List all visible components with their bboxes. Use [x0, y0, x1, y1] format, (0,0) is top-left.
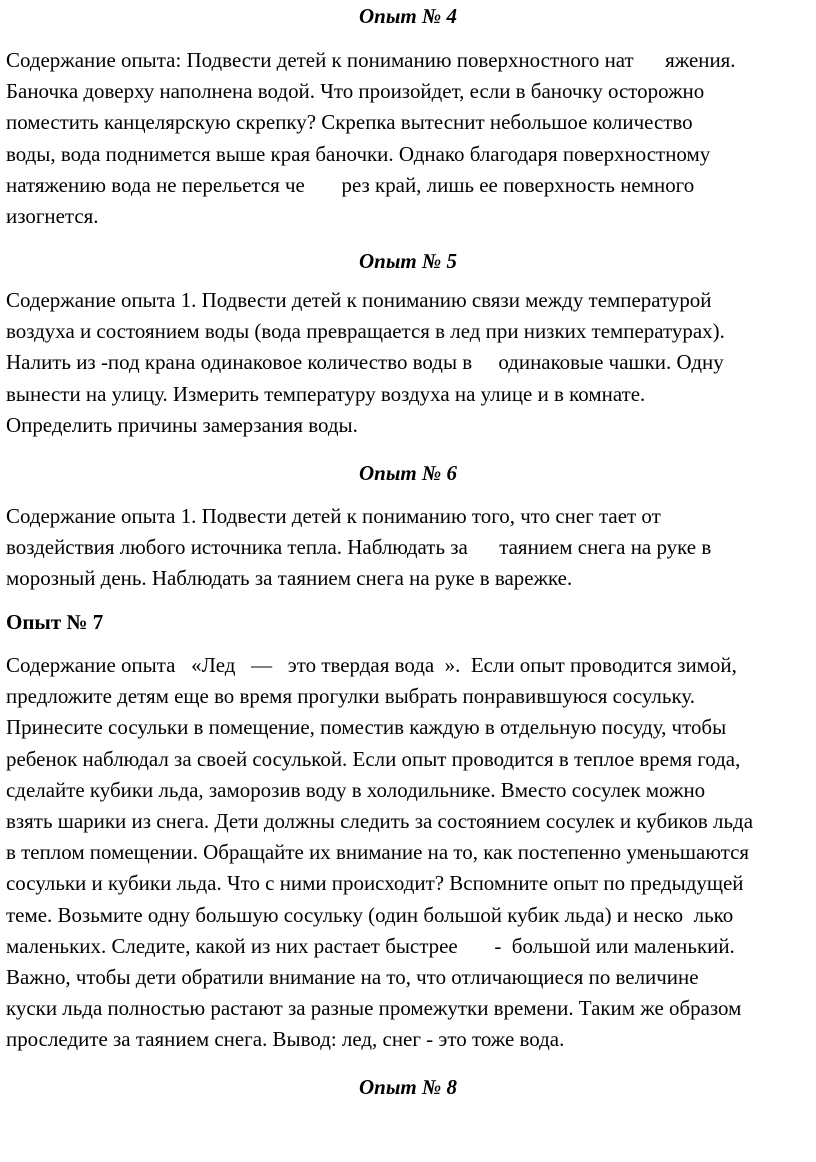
- heading-experiment-7: Опыт № 7: [6, 610, 104, 634]
- text-line: вынести на улицу. Измерить температуру воздуха на улице и в комнате.: [6, 381, 646, 406]
- text-line: теме. Возьмите одну большую сосульку (один большой кубик льда) и неско лько: [6, 902, 734, 927]
- text-line: сосульки и кубики льда. Что с ними происходит? Вспомните опыт по предыдущей: [6, 871, 744, 896]
- text-line: Содержание опыта 1. Подвести детей к пониманию связи между температурой: [6, 288, 712, 312]
- paragraph-experiment-4: [6, 45, 816, 232]
- text-line: маленьких. Следите, какой из них растает быстрее - большой или маленький.: [6, 933, 735, 958]
- text-line: сделайте кубики льда, заморозив воду в холодильнике. Вместо сосулек можно: [6, 777, 706, 802]
- paragraph-experiment-5: [6, 285, 816, 441]
- heading-experiment-5: Опыт № 5: [359, 249, 457, 273]
- heading-experiment-8: Опыт № 8: [359, 1075, 457, 1099]
- text-line: морозный день. Наблюдать за таянием снега на руке в варежке.: [6, 566, 573, 591]
- heading-experiment-4: Опыт № 4: [359, 4, 457, 28]
- text-line: воздуха и состоянием воды (вода превращается в лед при низких температурах).: [6, 319, 725, 344]
- text-line: воды, вода поднимется выше края баночки. Однако благодаря поверхностному: [6, 141, 711, 166]
- text-line: Содержание опыта «Лед — это твердая вода ». Если опыт проводится зимой,: [6, 653, 737, 677]
- text-line: Определить причины замерзания воды.: [6, 412, 358, 437]
- text-line: проследите за таянием снега. Вывод: лед, снег - это тоже вода.: [6, 1027, 565, 1052]
- text-line: куски льда полностью растают за разные промежутки времени. Таким же образом: [6, 996, 742, 1021]
- text-line: Принесите сосульки в помещение, поместив каждую в отдельную посуду, чтобы: [6, 715, 727, 740]
- text-line: Содержание опыта 1. Подвести детей к пониманию того, что снег тает от: [6, 504, 661, 528]
- text-line: Содержание опыта: Подвести детей к пониманию поверхностного нат яжения.: [6, 48, 736, 72]
- paragraph-experiment-6: [6, 501, 816, 595]
- heading-experiment-6: Опыт № 6: [359, 461, 457, 485]
- text-line: в теплом помещении. Обращайте их внимание на то, как постепенно уменьшаются: [6, 840, 750, 865]
- text-line: Баночка доверху наполнена водой. Что произойдет, если в баночку осторожно: [6, 79, 705, 104]
- text-line: предложите детям еще во время прогулки выбрать понравившуюся сосульку.: [6, 684, 695, 709]
- text-line: изогнется.: [6, 203, 99, 228]
- paragraph-experiment-7: [6, 650, 816, 1055]
- text-line: взять шарики из снега. Дети должны следить за состоянием сосулек и кубиков льда: [6, 808, 754, 833]
- text-line: Налить из -под крана одинаковое количество воды в одинаковые чашки. Одну: [6, 350, 724, 375]
- text-line: натяжению вода не перельется че рез край, лишь ее поверхность немного: [6, 172, 695, 197]
- text-line: поместить канцелярскую скрепку? Скрепка вытеснит небольшое количество: [6, 110, 693, 135]
- text-line: Важно, чтобы дети обратили внимание на то, что отличающиеся по величине: [6, 964, 699, 989]
- text-line: ребенок наблюдал за своей сосулькой. Если опыт проводится в теплое время года,: [6, 746, 741, 771]
- text-line: воздействия любого источника тепла. Наблюдать за таянием снега на руке в: [6, 535, 712, 560]
